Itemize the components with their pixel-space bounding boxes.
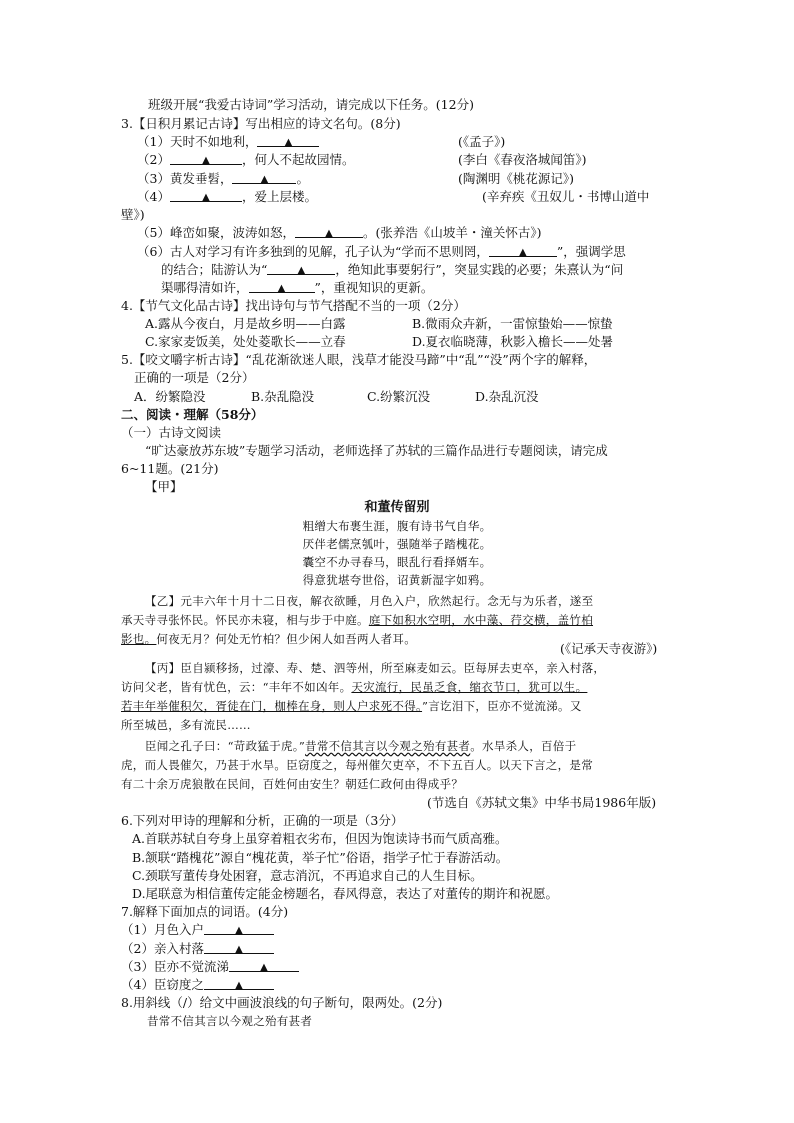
q3-item-1-source: (《孟子》) [458,134,506,149]
q3-item-4-source-cont: 壁》) [121,207,145,222]
q5-option-a[interactable]: A．纷繁隐没 [134,389,206,404]
answer-blank[interactable]: ▲ [249,280,315,293]
passage-jia-label: 【甲】 [145,479,183,494]
q3-item-3-source: (陶渊明《桃花源记》) [458,171,575,186]
q5-heading-cont: 正确的一项是（2分） [134,370,255,385]
q3-item-5: （5）峰峦如聚，波涛如怒， ▲ 。(张养浩《山坡羊・潼关怀古》) [137,225,542,240]
q3-item-1: （1）天时不如地利， ▲ [137,134,319,150]
passage-bing-line-5: 臣闻之孔子曰：“苛政猛于虎。”昔常不信其言以今观之殆有甚者。水旱杀人，百倍于 [145,739,577,753]
q3-item-6-line1: （6）古人对学习有许多独到的见解，孔子认为“学而不思则罔， ▲ ”，强调学思 [137,244,626,259]
q4-option-c[interactable]: C.家家麦饭美，处处菱歌长——立春 [145,334,346,349]
answer-blank[interactable]: ▲ [229,959,299,972]
q3-item-6-line2: 的结合；陆游认为“ ▲ ，绝知此事要躬行”，突显实践的必要；朱熹认为“问 [161,262,624,277]
answer-blank[interactable]: ▲ [489,244,557,257]
q3-item-3: （3）黄发垂髫， ▲ 。 [137,171,309,186]
q3-item-4: （4） ▲ ，爱上层楼。 [137,189,317,204]
answer-blank[interactable]: ▲ [204,941,274,954]
answer-blank[interactable]: ▲ [170,189,242,202]
answer-blank[interactable]: ▲ [267,262,335,275]
q8-sentence[interactable]: 昔常不信其言以今观之殆有甚者 [147,1014,313,1028]
q3-item-4-source: (辛弃疾《丑奴儿・书博山道中 [482,189,650,204]
q7-item-2: （2）亲入村落 ▲ [121,941,274,957]
q3-item-6-line3: 渠哪得清如许， ▲ ”，重视知识的更新。 [161,280,434,295]
answer-blank[interactable]: ▲ [204,977,274,990]
q4-option-b[interactable]: B.微雨众卉新，一雷惊蛰始——惊蛰 [412,316,613,331]
task-intro: 班级开展“我爱古诗词”学习活动，请完成以下任务。(12分) [148,97,474,112]
q6-option-c[interactable]: C.颈联写董传身处困窘，意志消沉，不再追求自己的人生目标。 [132,868,483,883]
passage-bing-line-4: 所至城邑，多有流民…… [121,718,251,732]
passage-yi-source: (《记承天寺夜游》) [560,641,658,656]
passage-bing-line-6: 虎，而人畏催欠，乃甚于水旱。臣窃度之，每州催欠吏卒，不下五百人。以天下言之，是常 [121,758,593,772]
q4-heading: 4.【节气文化品古诗】找出诗句与节气搭配不当的一项（2分） [121,298,466,313]
q7-item-3: （3）臣亦不觉流涕 ▲ [121,959,299,975]
passage-yi-line-2: 承天寺寻张怀民。怀民亦未寝，相与步于中庭。庭下如积水空明，水中藻、荇交横，盖竹柏 [121,613,594,627]
q6-heading: 6.下列对甲诗的理解和分析，正确的一项是（3分） [121,813,404,828]
q7-item-4: （4）臣窃度之 ▲ [121,977,274,993]
q3-heading: 3.【日积月累记古诗】写出相应的诗文名句。(8分) [121,116,401,131]
q4-option-a[interactable]: A.露从今夜白，月是故乡明——白露 [145,316,346,331]
answer-blank[interactable]: ▲ [170,152,242,165]
poem-line-4: 得意犹堪夸世俗，诏黄新湿字如鸦。 [302,573,492,587]
answer-blank[interactable]: ▲ [257,134,319,147]
passage-yi-line-1: 【乙】元丰六年十月十二日夜，解衣欲睡，月色入户，欣然起行。念无与为乐者，遂至 [145,594,594,608]
q3-item-2-source: (李白《春夜洛城闻笛》) [458,152,587,167]
poem-title: 和董传留别 [364,500,430,515]
answer-blank[interactable]: ▲ [232,171,296,184]
poem-line-2: 厌伴老儒烹瓠叶，强随举子踏槐花。 [302,537,492,551]
answer-blank[interactable]: ▲ [204,922,274,935]
subsection-1-intro: “旷达豪放苏东坡”专题学习活动，老师选择了苏轼的三篇作品进行专题阅读，请完成 [145,443,608,458]
poem-line-1: 粗缯大布裹生涯，腹有诗书气自华。 [302,519,492,533]
q6-option-b[interactable]: B.颔联“踏槐花”源自“槐花黄，举子忙”俗语，指学子忙于春游活动。 [132,850,509,865]
subsection-1-intro-cont: 6~11题。(21分) [121,461,219,476]
q6-option-a[interactable]: A.首联苏轼自夸身上虽穿着粗衣劣布，但因为饱读诗书而气质高雅。 [132,831,508,846]
q5-option-d[interactable]: D.杂乱沉没 [475,389,539,404]
q3-item-2: （2） ▲ ，何人不起故园情。 [137,152,355,167]
q4-option-d[interactable]: D.夏衣临晓薄，秋影入檐长——处暑 [412,334,614,349]
section-2-heading: 二、阅读・理解（58分） [121,407,264,422]
q5-option-b[interactable]: B.杂乱隐没 [251,389,315,404]
passage-yi-line-3: 影也。何夜无月？何处无竹柏？但少闲人如吾两人者耳。 [121,632,417,646]
q6-option-d[interactable]: D.尾联意为相信董传定能金榜题名，春风得意，表达了对董传的期许和祝愿。 [132,886,559,901]
q5-heading: 5.【咬文嚼字析古诗】“乱花渐欲迷人眼，浅草才能没马蹄”中“乱”“没”两个字的解释， [121,352,597,367]
answer-blank[interactable]: ▲ [295,225,363,238]
passage-bing-line-1: 【丙】臣自颍移扬，过濠、寿、楚、泗等州，所至麻麦如云。臣每屏去吏卒，亲入村落， [145,661,606,675]
q7-heading: 7.解释下面加点的词语。(4分) [121,904,289,919]
subsection-1-heading: （一）古诗文阅读 [121,425,222,440]
passage-bing-line-7: 有二十余万虎狼散在民间，百姓何由安生？朝廷仁政何由得成乎？ [121,777,464,791]
q5-option-c[interactable]: C.纷繁沉没 [367,389,431,404]
passage-bing-line-2: 访问父老，皆有忧色，云：“丰年不如凶年。天灾流行，民虽乏食，缩衣节口，犹可以生。 [121,680,588,694]
poem-line-3: 囊空不办寻春马，眼乱行看择婿车。 [302,555,492,569]
q8-heading: 8.用斜线（/）给文中画波浪线的句子断句，限两处。(2分) [121,995,443,1010]
q7-item-1: （1）月色入户 ▲ [121,922,274,938]
passage-bing-source: (节选自《苏轼文集》中华书局1986年版) [427,795,657,810]
passage-bing-line-3: 若丰年举催积欠，胥徒在门，枷棒在身，则人户求死不得。”言讫泪下，臣亦不觉流涕。又 [121,699,582,713]
